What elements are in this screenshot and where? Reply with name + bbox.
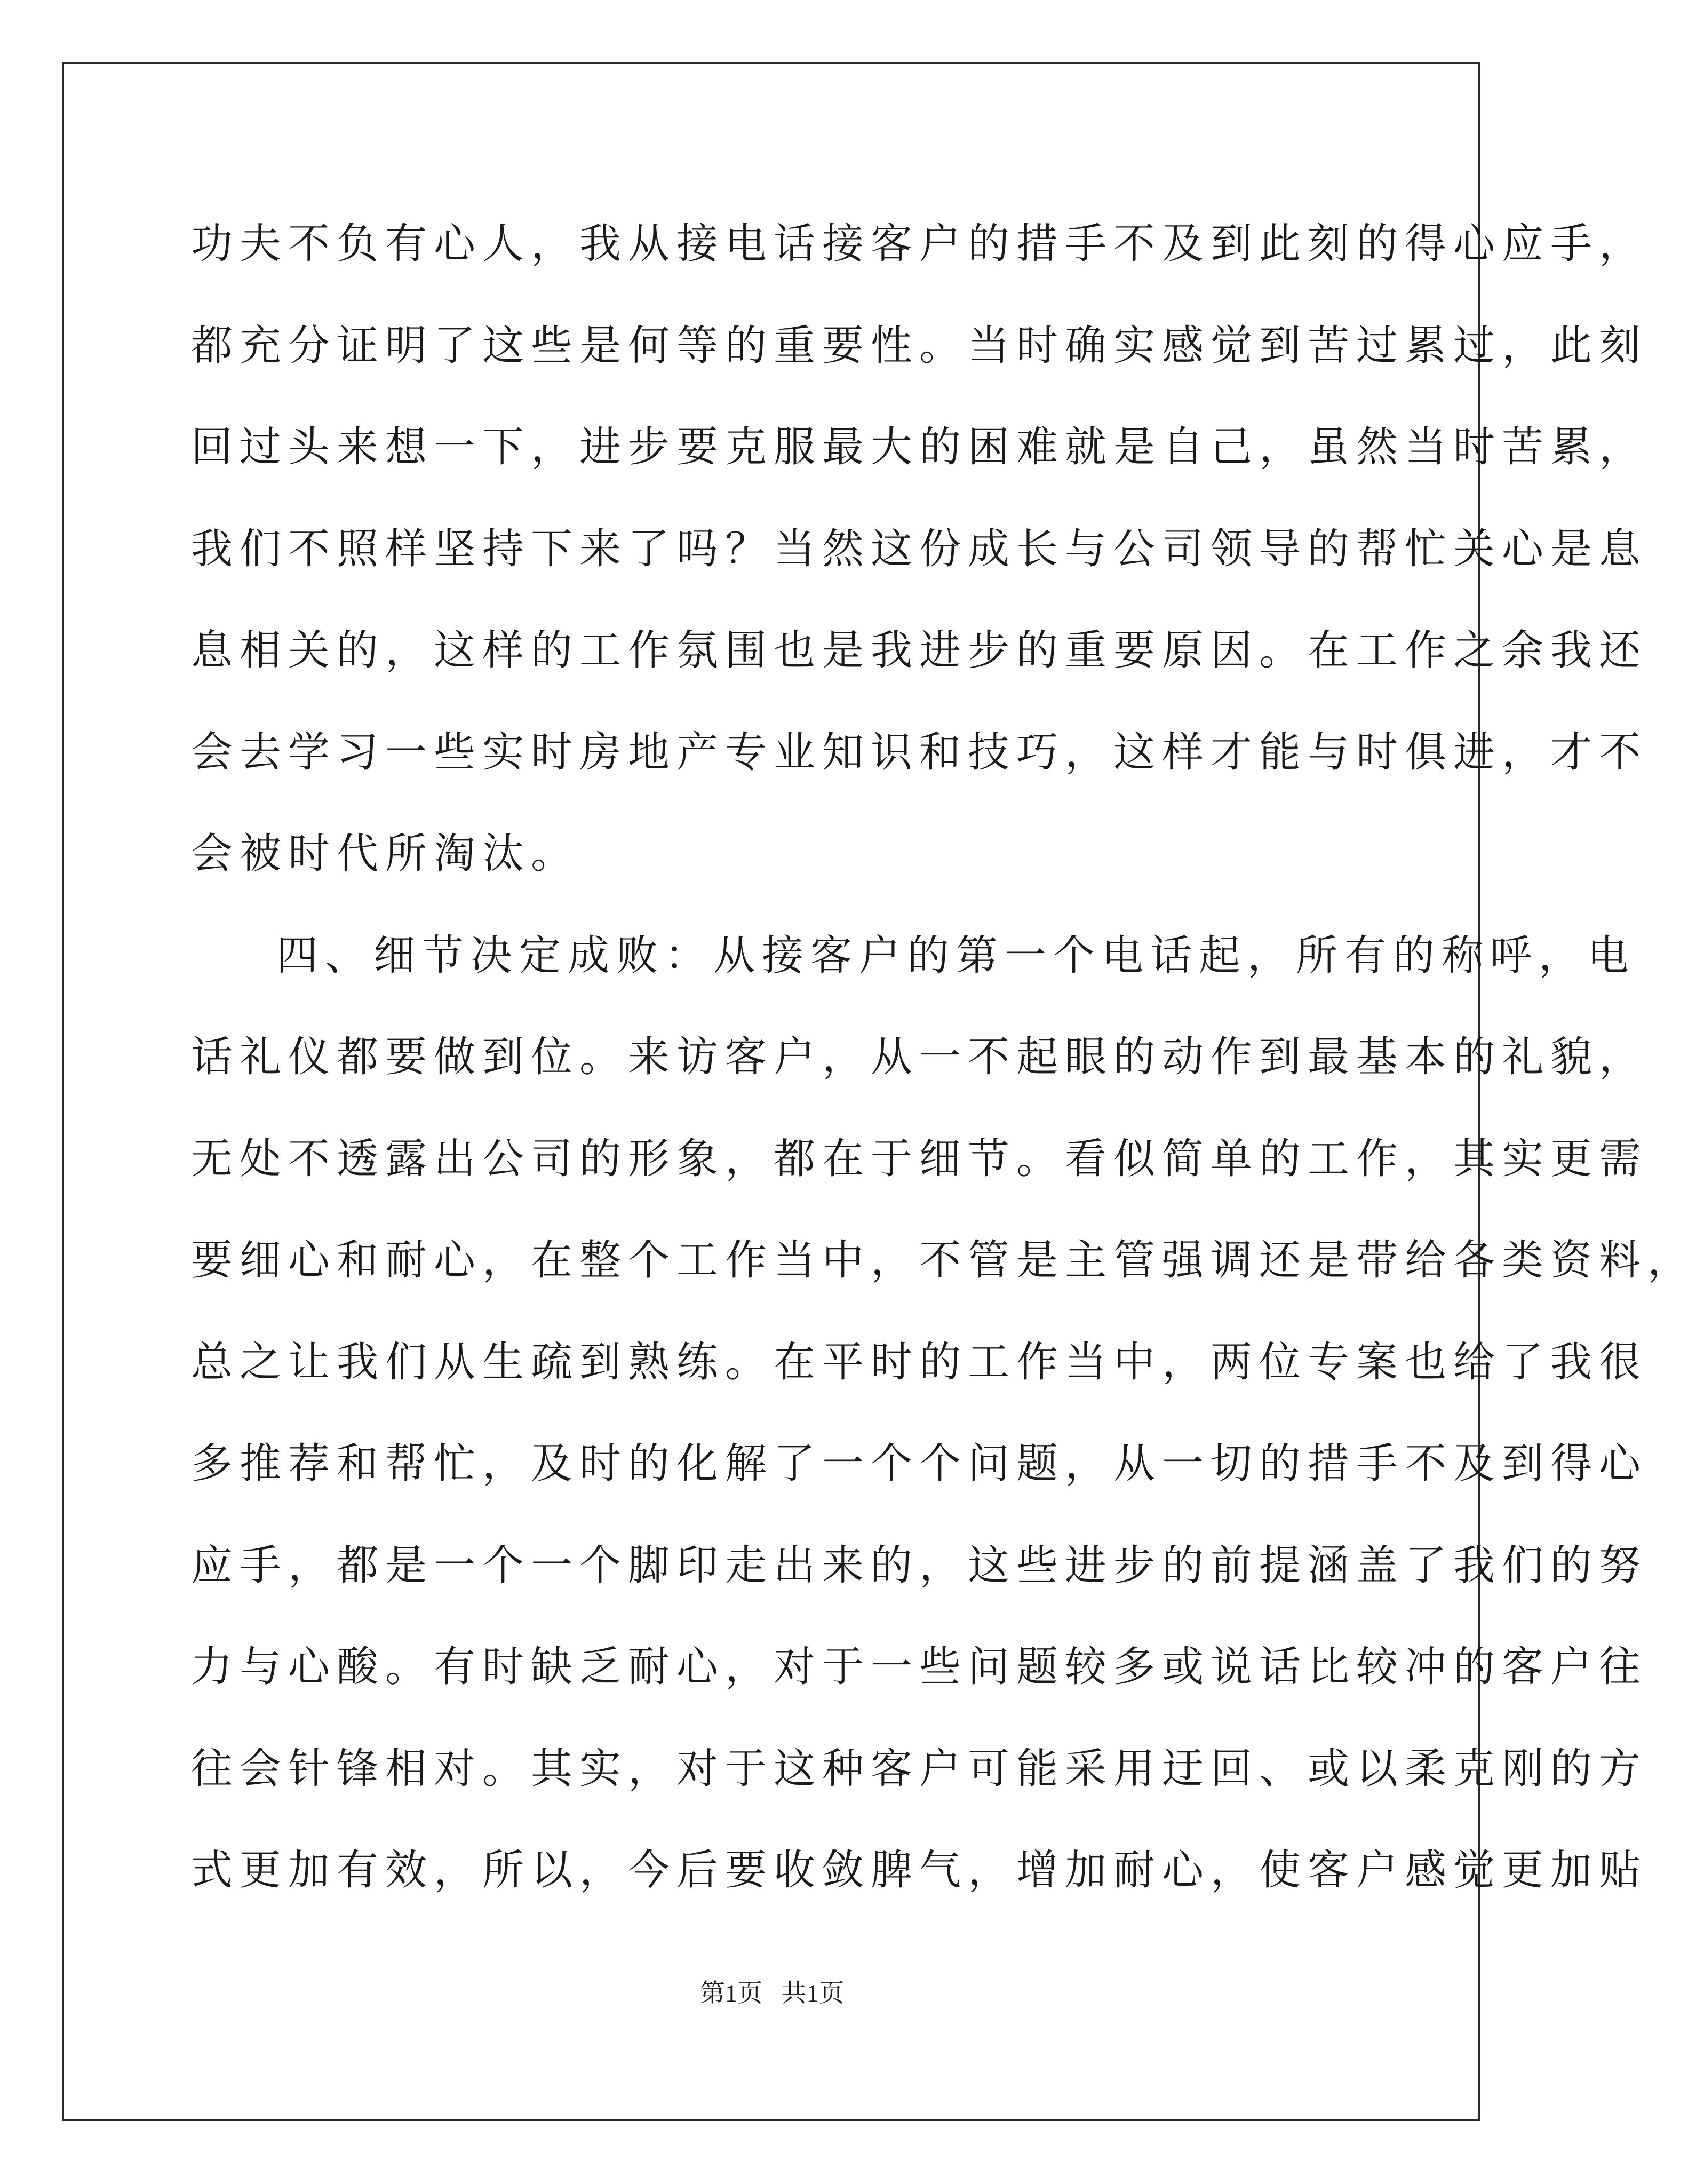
text-line: 会去学习一些实时房地产专业知识和技巧，这样才能与时俱进，才不 [191, 728, 1648, 776]
text-line: 都充分证明了这些是何等的重要性。当时确实感觉到苦过累过，此刻 [191, 321, 1648, 370]
text-line: 总之让我们从生疏到熟练。在平时的工作当中，两位专案也给了我很 [191, 1338, 1648, 1386]
text-line: 功夫不负有心人，我从接电话接客户的措手不及到此刻的得心应手， [191, 220, 1648, 268]
text-line: 应手，都是一个一个脚印走出来的，这些进步的前提涵盖了我们的努 [191, 1541, 1648, 1590]
text-line: 话礼仪都要做到位。来访客户，从一不起眼的动作到最基本的礼貌， [191, 1033, 1648, 1081]
page-number-footer: 第1页 共1页 [699, 1980, 845, 2007]
text-line: 多推荐和帮忙，及时的化解了一个个问题，从一切的措手不及到得心 [191, 1440, 1648, 1488]
section-four-heading-line: 四、细节决定成败：从接客户的第一个电话起，所有的称呼，电 [276, 931, 1636, 980]
text-line: 无处不透露出公司的形象，都在于细节。看似简单的工作，其实更需 [191, 1134, 1648, 1183]
text-line: 力与心酸。有时缺乏耐心，对于一些问题较多或说话比较冲的客户往 [191, 1643, 1648, 1691]
text-line: 息相关的，这样的工作氛围也是我进步的重要原因。在工作之余我还 [191, 626, 1648, 674]
text-line: 要细心和耐心，在整个工作当中，不管是主管强调还是带给各类资料， [191, 1236, 1696, 1284]
text-line: 往会针锋相对。其实，对于这种客户可能采用迂回、或以柔克刚的方 [191, 1744, 1648, 1793]
text-line: 我们不照样坚持下来了吗？当然这份成长与公司领导的帮忙关心是息 [191, 525, 1648, 573]
text-line: 会被时代所淘汰。 [191, 830, 580, 878]
document-body [191, 193, 1696, 1921]
text-line: 回过头来想一下，进步要克服最大的困难就是自己，虽然当时苦累， [191, 423, 1648, 471]
text-line: 式更加有效，所以，今后要收敛脾气，增加耐心，使客户感觉更加贴 [191, 1846, 1648, 1894]
